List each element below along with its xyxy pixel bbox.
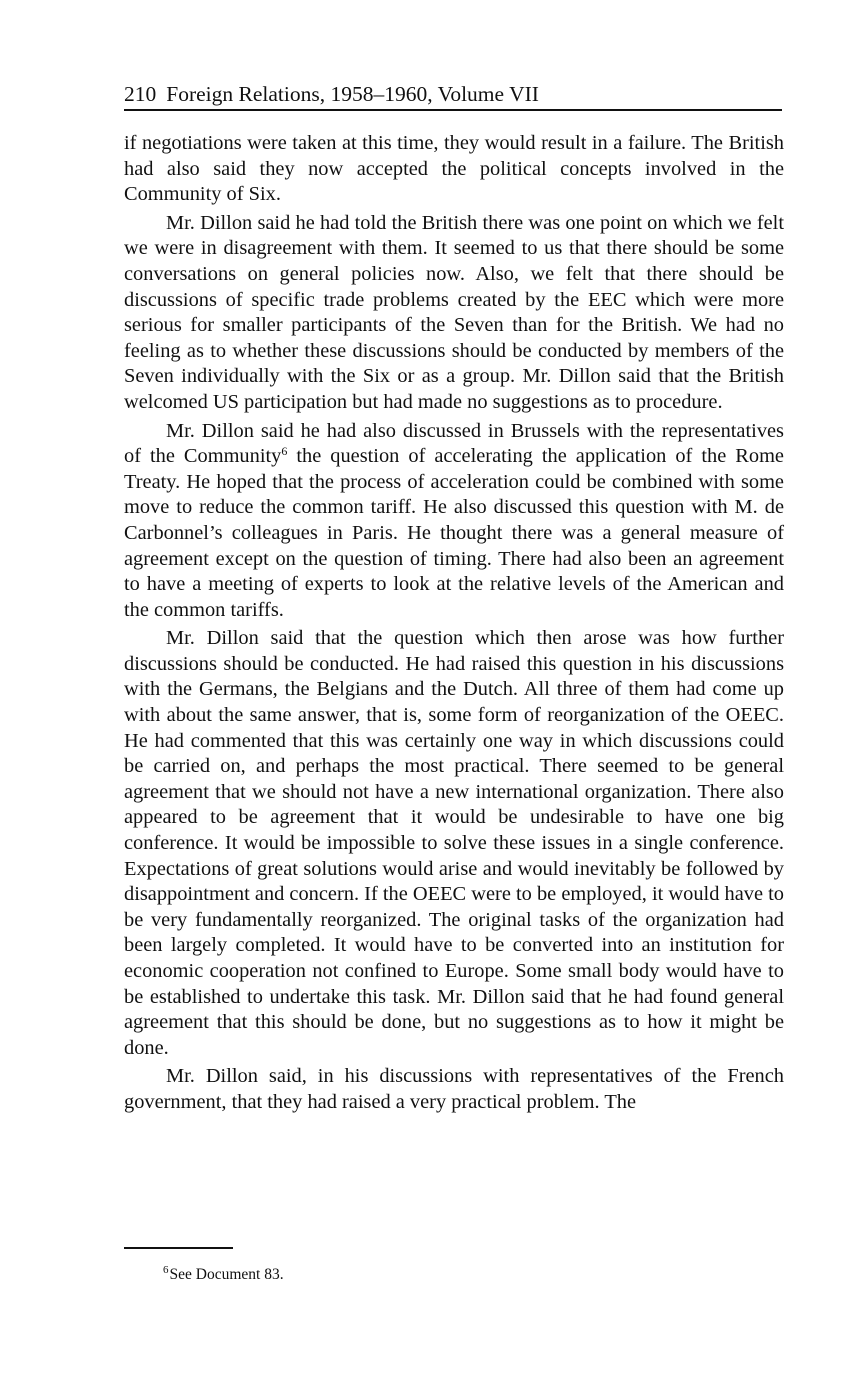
footnote xyxy=(163,1265,284,1285)
paragraph-continued: if negotiations were taken at this time, they would result in a failure. The British had also said they now accepted the political concepts involved in the Community of Six. xyxy=(124,132,784,206)
volume-title: Foreign Relations, 1958–1960, Volume VII xyxy=(166,82,539,106)
paragraph: Mr. Dillon said he had told the British there was one point on which we felt we were in disagreement with them. It seemed to us that there should be some conversations on general policies now. Also, we felt that there should be discussions of specific trade problems created by the EEC which were more serious for smaller participants of the Seven than for the British. We had no feeling as to whether these discussions should be conducted by members of the Seven individually with the Six or as a group. Mr. Dillon said that the British welcomed US participation but had made no suggestions as to procedure. xyxy=(124,211,784,413)
header-rule xyxy=(124,109,782,111)
running-head xyxy=(124,80,782,108)
paragraph: Mr. Dillon said, in his discussions with representatives of the French government, that they had raised a very practical problem. The xyxy=(124,1065,784,1113)
footnote-reference[interactable]: 6 xyxy=(281,444,288,459)
paragraph-text: the question of accelerating the application of the Rome Treaty. He hoped that the process of acceleration could be combined with some move to reduce the common tariff. He also discussed this question with M. de Carbonnel’s colleagues in Paris. He thought there was a general measure of agreement except on the question of timing. There had also been an agreement to have a meeting of experts to look at the relative levels of the American and the common tariffs. xyxy=(124,445,784,621)
body-text xyxy=(124,131,784,1119)
page-number: 210 xyxy=(124,82,157,106)
paragraph: Mr. Dillon said that the question which then arose was how further discussions should be conducted. He had raised this question in his discussions with the Germans, the Belgians and the Dutch. All three of them had come up with about the same answer, that is, some form of reorganization of the OEEC. He had commented that this was certainly one way in which discussions could be carried on, and perhaps the most practical. There seemed to be general agreement that we should not have a new international organization. There also appeared to be agreement that it would be undesirable to have one big conference. It would be impossible to solve these issues in a single conference. Expectations of great solutions would arise and would inevitably be followed by disappointment and concern. If the OEEC were to be employed, it would have to be very fundamentally reorganized. The original tasks of the organization had been largely completed. It would have to be converted into an institution for economic cooperation not confined to Europe. Some small body would have to be established to undertake this task. Mr. Dillon said that he had found general agreement that this should be done, but no suggestions as to how it might be done. xyxy=(124,627,784,1059)
footnote-text: See Document 83. xyxy=(169,1266,284,1283)
paragraph-text: Mr. Dillon said he had also discussed in Brussels with the representatives of the Community xyxy=(124,419,784,468)
footnote-marker: 6 xyxy=(163,1264,169,1276)
footnote-rule xyxy=(124,1247,233,1249)
paragraph-with-note xyxy=(124,419,784,624)
